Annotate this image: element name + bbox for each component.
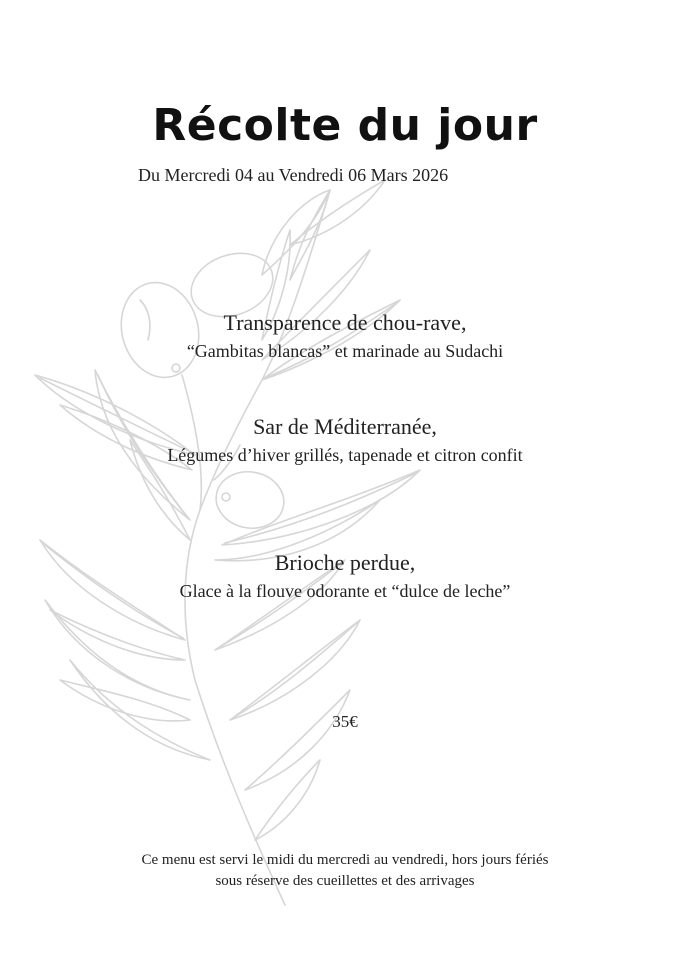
course-name: Transparence de chou-rave, <box>223 310 467 335</box>
course-detail: Glace à la flouve odorante et “dulce de leche” <box>179 581 511 601</box>
footer-line: sous réserve des cueillettes et des arrivages <box>215 873 475 889</box>
course-name: Brioche perdue, <box>274 550 416 575</box>
menu-dates: Du Mercredi 04 au Vendredi 06 Mars 2026 <box>138 165 449 185</box>
course-starter <box>0 308 690 364</box>
menu-footer-note <box>0 850 690 892</box>
footer-line: Ce menu est servi le midi du mercredi au vendredi, hors jours fériés <box>141 852 549 868</box>
course-detail: Légumes d’hiver grillés, tapenade et citron confit <box>167 445 523 465</box>
menu-title: Récolte du jour <box>152 100 538 151</box>
course-main <box>0 412 690 468</box>
menu-price: 35€ <box>332 712 358 731</box>
course-name: Sar de Méditerranée, <box>253 414 437 439</box>
course-detail: “Gambitas blancas” et marinade au Sudachi <box>186 341 504 361</box>
course-dessert <box>0 548 690 604</box>
